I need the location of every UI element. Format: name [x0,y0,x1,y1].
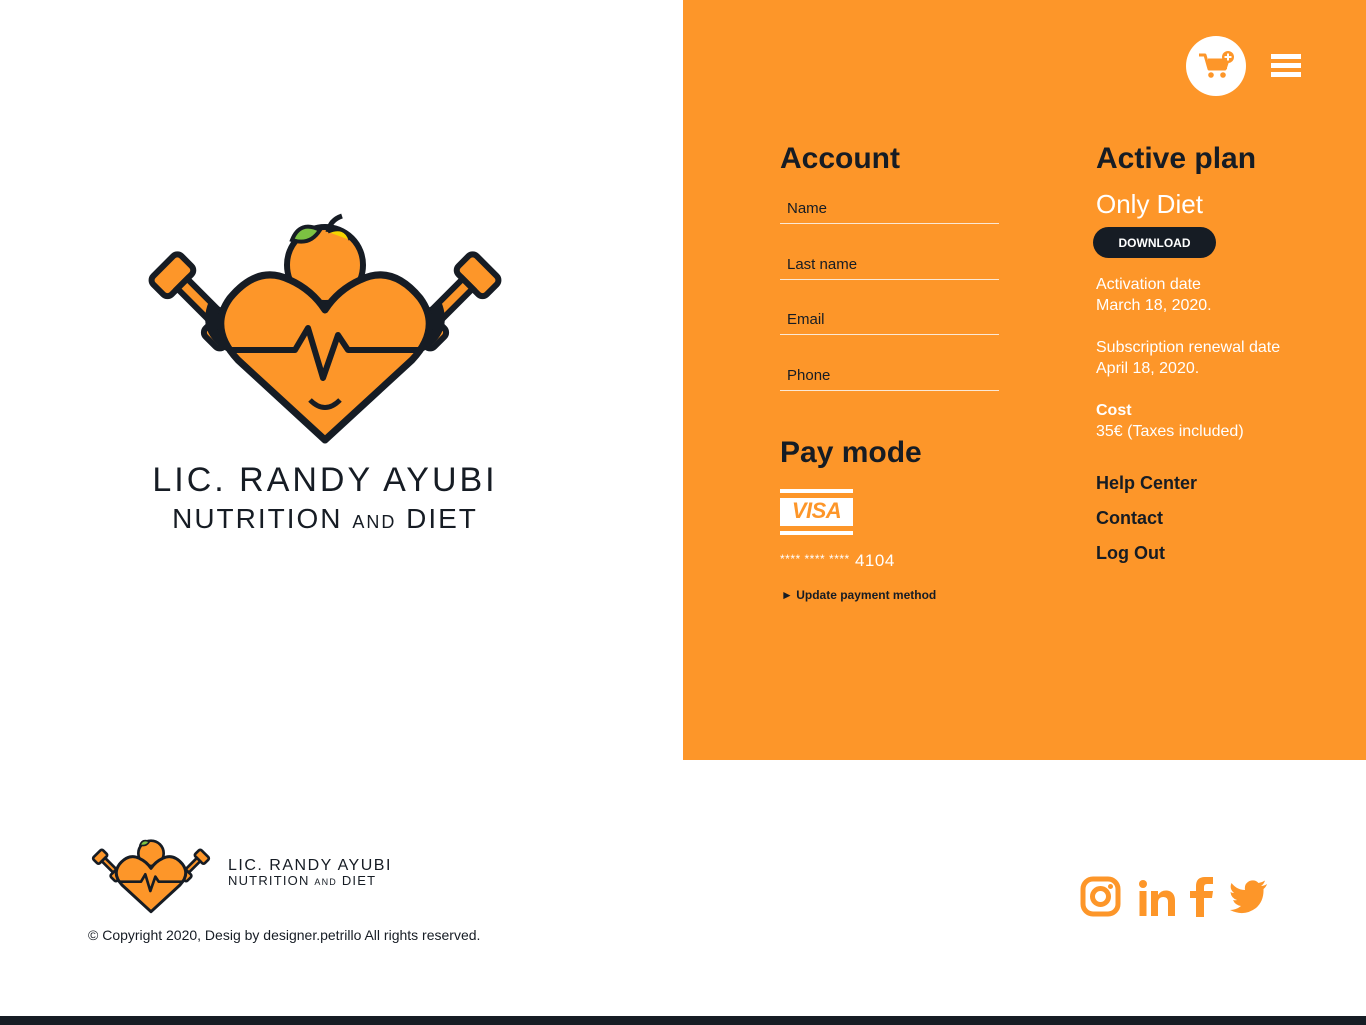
brand-tagline-and: AND [352,512,397,532]
logout-link[interactable]: Log Out [1096,543,1165,563]
account-title: Account [780,142,900,175]
contact-link[interactable]: Contact [1096,508,1163,528]
linkedin-link[interactable] [1139,876,1175,922]
card-mask: **** **** **** [780,552,850,566]
facebook-icon [1189,876,1215,917]
brand-logo-heart [130,210,520,450]
phone-field [780,361,999,391]
lastname-field [780,250,999,280]
footer-brand-name: LIC. RANDY AYUBI [228,857,392,874]
hamburger-menu-icon-bar [1271,72,1301,77]
instagram-link[interactable] [1080,876,1121,922]
bottom-bar [0,1016,1366,1025]
footer-tagline-part1: NUTRITION [228,873,310,888]
twitter-link[interactable] [1230,880,1268,919]
card-number [780,551,895,571]
cost-label: Cost [1096,402,1132,419]
footer-tagline-and: AND [314,877,337,887]
brand-tagline [130,503,520,535]
email-input[interactable] [787,307,987,331]
brand-tagline-part1: NUTRITION [172,503,343,534]
plan-name: Only Diet [1096,189,1203,219]
active-plan-title: Active plan [1096,142,1257,175]
copyright-text: © Copyright 2020, Desig by designer.petrillo All rights reserved. [88,927,481,943]
twitter-icon [1230,880,1268,914]
card-last4: 4104 [854,551,895,570]
linkedin-icon [1139,876,1175,917]
cost-value: 35€ (Taxes included) [1096,423,1244,440]
cart-add-icon [1198,51,1236,81]
help-center-link[interactable]: Help Center [1096,473,1198,493]
visa-card-icon [780,489,853,535]
activation-date-value: March 18, 2020. [1096,297,1212,314]
cart-button[interactable] [1186,36,1246,96]
name-input[interactable] [787,196,987,220]
visa-band-bottom [780,526,853,531]
update-payment-link[interactable]: ► Update payment method [781,588,937,602]
brand-tagline-part2: DIET [406,503,478,534]
renewal-date-value: April 18, 2020. [1096,360,1200,377]
name-field [780,194,999,224]
hamburger-menu-icon [1271,54,1301,59]
footer-tagline-part2: DIET [341,873,377,888]
footer-logo-heart [86,834,216,916]
email-field [780,305,999,335]
instagram-icon [1080,876,1121,917]
brand-name: LIC. RANDY AYUBI [152,461,498,499]
renewal-date-label: Subscription renewal date [1096,339,1281,356]
phone-input[interactable] [787,363,987,387]
pay-mode-title: Pay mode [780,436,922,469]
activation-date-label: Activation date [1096,276,1201,293]
visa-label: VISA [791,498,842,523]
facebook-link[interactable] [1189,876,1215,922]
hamburger-menu-button[interactable] [1271,54,1302,80]
download-button[interactable]: DOWNLOAD [1093,227,1216,258]
footer-brand-tagline [228,873,376,888]
hamburger-menu-icon-bar [1271,63,1301,68]
lastname-input[interactable] [787,252,987,276]
